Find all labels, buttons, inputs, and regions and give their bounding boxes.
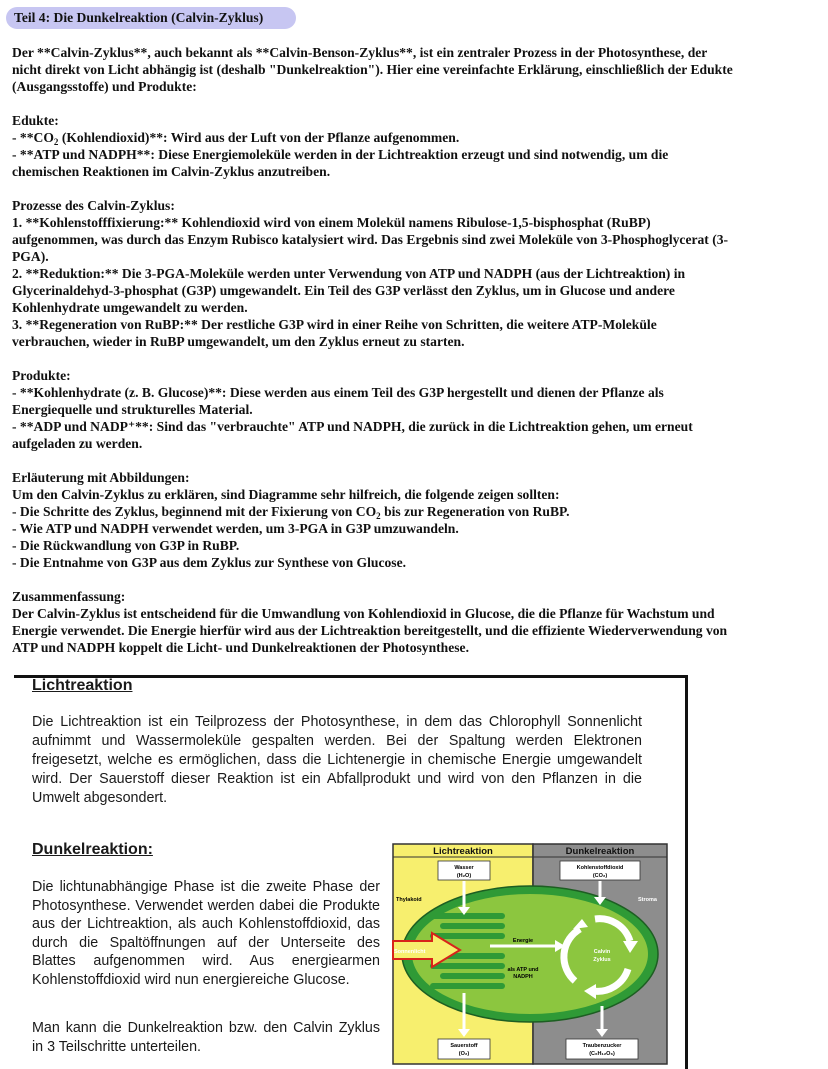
stroma-label: Stroma [638, 897, 657, 903]
text-fragment: bis zur Regeneration von RuBP. [380, 504, 570, 519]
section-title: Teil 4: Die Dunkelreaktion (Calvin-Zyklus) [6, 7, 296, 29]
produkte-heading: Produkte: [12, 368, 71, 383]
traubenzucker-label: Traubenzucker [582, 1043, 622, 1049]
sauerstoff-label: Sauerstoff [450, 1043, 478, 1049]
text-line: - **Kohlenhydrate (z. B. Glucose)**: Diese werden aus einem Teil des G3P hergestellt und dienen der Pflanze als [12, 385, 664, 400]
text-line: Um den Calvin-Zyklus zu erklären, sind Diagramme sehr hilfreich, die folgende zeigen sollten: [12, 487, 560, 502]
text-content [12, 44, 812, 673]
list-item: - Die Entnahme von G3P aus dem Zyklus zur Synthese von Glucose. [12, 555, 407, 570]
text-line: 1. **Kohlenstofffixierung:** Kohlendioxid wird von einem Molekül namens Ribulose-1,5-bisphosphat (RuBP) [12, 215, 651, 230]
zusammenfassung-section [12, 588, 812, 656]
edukte-heading: Edukte: [12, 113, 59, 128]
atp-label: als ATP und [507, 967, 539, 973]
co2-formula: (CO₂) [592, 873, 608, 879]
dunkelreaktion-paragraph: Die lichtunabhängige Phase ist die zweite Phase der Photosynthese. Verwendet werden dabei die Produkte aus der Lichtreaktion, als auch Kohlenstoffdioxid, das durch die Spaltöffnungen auf der Unterseite des Blattes aufgenommen wird. Aus energiearmen Kohlenstoffdioxid wird nun energiereiche Glucose. [32, 879, 380, 988]
edukte-co2-line [12, 129, 812, 146]
diagram-right-title: Dunkelreaktion [565, 846, 635, 857]
text-line: Kohlenhydrate umgewandelt zu werden. [12, 300, 248, 315]
text-line: PGA). [12, 249, 49, 264]
list-item [12, 503, 812, 520]
text-line: Glycerinaldehyd-3-phosphat (G3P) umgewandelt. Ein Teil des G3P verlässt den Zyklus, um in Glucose und andere [12, 283, 675, 298]
zusammenfassung-heading: Zusammenfassung: [12, 589, 126, 604]
co2-label: Kohlenstoffdioxid [576, 865, 624, 871]
text-line: Energiequelle und strukturelles Material. [12, 402, 253, 417]
erlaeuterung-section [12, 469, 812, 571]
zyklus-label: Zyklus [593, 957, 611, 963]
diagram-left-title: Lichtreaktion [433, 846, 493, 857]
text-line: aufgenommen, was durch das Enzym Rubisco katalysiert wird. Das Ergebnis sind zwei Moleküle von 3-Phosphoglycerat (3- [12, 232, 729, 247]
text-fragment: (Kohlendioxid)**: Wird aus der Luft von der Pflanze aufgenommen. [58, 130, 460, 145]
text-line: aufgeladen zu werden. [12, 436, 143, 451]
list-item: - Wie ATP und NADPH verwendet werden, um 3-PGA in G3P umzuwandeln. [12, 521, 459, 536]
edukte-section [12, 112, 812, 180]
calvin-label: Calvin [593, 949, 611, 955]
photosynthesis-diagram [390, 841, 670, 1067]
text-line: 3. **Regeneration von RuBP:** Der restliche G3P wird in einer Reihe von Schritten, die weitere ATP-Moleküle [12, 317, 657, 332]
sonnenlicht-label: Sonnenlicht [394, 949, 426, 955]
produkte-section [12, 367, 812, 452]
text-line: nicht direkt von Licht abhängig ist (deshalb "Dunkelreaktion"). Hier eine vereinfachte Erklärung, einschließlich der Edukte [12, 62, 733, 77]
text-line: - **ATP und NADPH**: Diese Energiemoleküle werden in der Lichtreaktion erzeugt und sind notwendig, um die [12, 147, 669, 162]
prozesse-section [12, 197, 812, 350]
energie-label: Energie [512, 938, 534, 944]
scanned-worksheet [0, 671, 828, 1069]
dunkelreaktion-paragraph-2: Man kann die Dunkelreaktion bzw. den Calvin Zyklus in 3 Teilschritte unterteilen. [32, 1020, 380, 1055]
nadph-label: NADPH [513, 974, 533, 980]
subscript: 2 [53, 137, 59, 147]
prozesse-heading: Prozesse des Calvin-Zyklus: [12, 198, 175, 213]
text-line: ATP und NADPH koppelt die Licht- und Dunkelreaktionen der Photosynthese. [12, 640, 469, 655]
text-line: - **ADP und NADP⁺**: Sind das "verbrauchte" ATP und NADPH, die zurück in die Lichtreaktion gehen, um erneut [12, 419, 693, 434]
dunkelreaktion-heading: Dunkelreaktion: [32, 841, 153, 858]
subscript: 2 [376, 511, 381, 521]
glucose-formula: (C₆H₁₂O₆) [589, 1051, 615, 1057]
worksheet-border [685, 675, 688, 1069]
lichtreaktion-heading: Lichtreaktion [32, 677, 133, 694]
intro-paragraph [12, 44, 812, 95]
text-fragment: - Die Schritte des Zyklus, beginnend mit der Fixierung von CO [12, 504, 377, 519]
text-line: Der Calvin-Zyklus ist entscheidend für die Umwandlung von Kohlendioxid in Glucose, die die Pflanze für Wachstum und [12, 606, 715, 621]
text-line: chemischen Reaktionen im Calvin-Zyklus anzutreiben. [12, 164, 331, 179]
text-fragment: - **CO [12, 130, 54, 145]
text-line: Energie verwendet. Die Energie hierfür wird aus der Lichtreaktion bereitgestellt, und die effiziente Wiederverwendung von [12, 623, 728, 638]
text-line: 2. **Reduktion:** Die 3-PGA-Moleküle werden unter Verwendung von ATP und NADPH (aus der Lichtreaktion) in [12, 266, 686, 281]
wasser-formula: (H₂O) [456, 873, 472, 879]
wasser-label: Wasser [454, 865, 474, 871]
lichtreaktion-paragraph: Die Lichtreaktion ist ein Teilprozess der Photosynthese, in dem das Chlorophyll Sonnenlicht aufnimmt und Wassermoleküle gespalten werden. Bei der Spaltung werden Elektronen freigesetzt, welche es ermöglichen, dass die Lichtenergie in chemische Energie umgewandelt wird. Der Sauerstoff dieser Reaktion ist ein Abfallprodukt und wird von den Pflanzen in die Umwelt abgesondert. [32, 714, 642, 806]
erlaeuterung-heading: Erläuterung mit Abbildungen: [12, 470, 190, 485]
list-item: - Die Rückwandlung von G3P in RuBP. [12, 538, 240, 553]
text-line: verbrauchen, wieder in RuBP umgewandelt, um den Zyklus erneut zu starten. [12, 334, 465, 349]
text-line: (Ausgangsstoffe) und Produkte: [12, 79, 197, 94]
text-line: Der **Calvin-Zyklus**, auch bekannt als **Calvin-Benson-Zyklus**, ist ein zentraler Prozess in der Photosynthese, der [12, 45, 708, 60]
sauerstoff-formula: (O₂) [458, 1051, 470, 1057]
thylakoid-label: Thylakoid [396, 897, 422, 903]
